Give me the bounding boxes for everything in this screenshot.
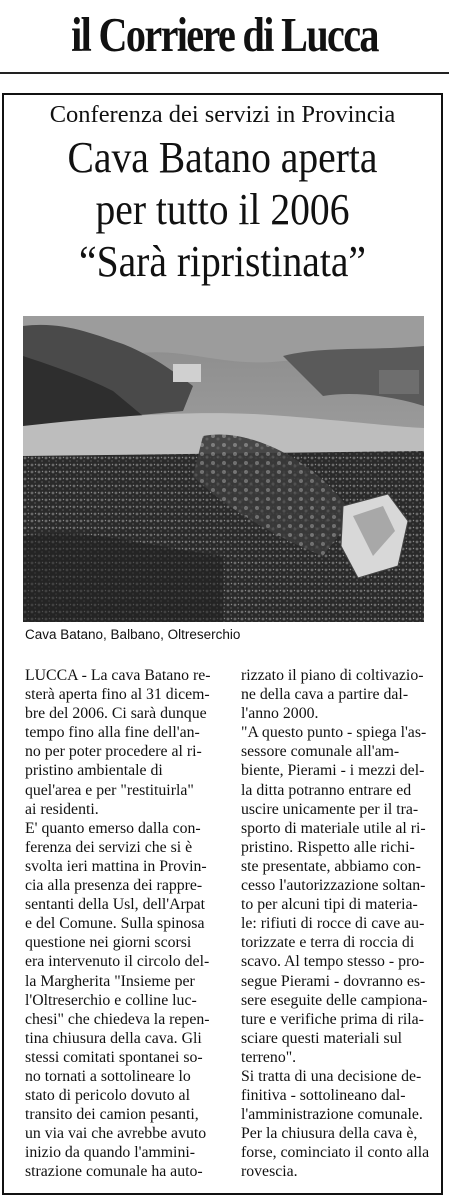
text-line: uscire unicamente per il tra-: [241, 800, 419, 818]
text-line: la ditta potranno entrare ed: [241, 781, 412, 799]
quarry-photo: [23, 316, 424, 622]
newspaper-title: il Corriere di Lucca: [71, 7, 378, 62]
text-line: Si tratta di una decisione de-: [241, 1067, 422, 1085]
text-line: l'anno 2000.: [241, 705, 319, 723]
text-line: ferenza dei servizi che si è: [25, 838, 193, 856]
text-line: transito dei camion pesanti,: [25, 1106, 199, 1124]
text-line: sciare questi materiali sul: [241, 1029, 402, 1047]
text-line: to per alcuni tipi di materia-: [241, 896, 418, 914]
text-line: un via vai che avrebbe avuto: [25, 1125, 207, 1143]
text-line: stato di pericolo dovuto al: [25, 1087, 190, 1105]
text-line: chesi" che chiedeva la repen-: [25, 1010, 210, 1028]
text-line: svolta ieri mattina in Provin-: [25, 857, 207, 875]
text-line: e del Comune. Sulla spinosa: [25, 915, 205, 933]
text-line: segue Pierami - dovranno es-: [241, 972, 426, 990]
text-line: le: rifiuti di rocce di cave au-: [241, 915, 425, 933]
text-line: torizzate e terra di roccia di: [241, 934, 415, 952]
text-line: quel'area e per "restituirla": [25, 781, 194, 799]
text-line: stessi comitati spontanei so-: [25, 1048, 203, 1066]
text-line: sere eseguite delle campiona-: [241, 991, 428, 1009]
text-line: scavo. Al tempo stesso - pro-: [241, 953, 425, 971]
text-line: strazione comunale ha auto-: [25, 1163, 203, 1181]
text-line: ste presentate, abbiamo con-: [241, 857, 421, 875]
text-line: cia alla presenza dei rappre-: [25, 877, 203, 895]
text-line: sessore comunale all'am-: [241, 743, 400, 761]
masthead-rule: [0, 72, 449, 74]
text-line: terreno".: [241, 1048, 297, 1066]
photo-caption: Cava Batano, Balbano, Oltreserchio: [25, 627, 241, 642]
text-line: finitiva - sottolineano dal-: [241, 1087, 406, 1105]
headline-line: Cava Batano aperta: [67, 133, 378, 182]
text-line: sterà aperta fino al 31 dicem-: [25, 686, 210, 704]
headline-line: per tutto il 2006: [95, 185, 350, 234]
text-line: tina chiusura della cava. Gli: [25, 1029, 202, 1047]
text-line: tempo fino alla fine dell'an-: [25, 724, 200, 742]
text-line: pristino. Rispetto alle richi-: [241, 838, 415, 856]
text-line: forse, cominciato il conto alla: [241, 1144, 430, 1162]
text-line: la Margherita "Insieme per: [25, 972, 195, 990]
text-line: rovescia.: [241, 1163, 298, 1181]
text-line: ture e verifiche prima di rila-: [241, 1010, 424, 1028]
text-line: cesso l'autorizzazione soltan-: [241, 877, 426, 895]
text-line: Per la chiusura della cava è,: [241, 1125, 418, 1143]
text-line: no tornati a sottolineare lo: [25, 1067, 191, 1085]
article-column-2: [241, 666, 432, 1182]
text-line: l'Oltreserchio e colline luc-: [25, 991, 197, 1009]
text-line: rizzato il piano di coltivazio-: [241, 667, 424, 684]
text-line: pristino ambientale di: [25, 762, 163, 780]
text-line: biente, Pierami - i mezzi del-: [241, 762, 425, 780]
text-line: era intervenuto il circolo del-: [25, 953, 210, 971]
text-line: l'amministrazione comunale.: [241, 1106, 423, 1124]
text-line: "A questo punto - spiega l'as-: [241, 724, 427, 742]
article-kicker: Conferenza dei servizi in Provincia: [49, 101, 396, 128]
headline-line: “Sarà ripristinata”: [79, 237, 366, 286]
text-line: sporto di materiale utile al ri-: [241, 819, 426, 837]
text-line: bre del 2006. Ci sarà dunque: [25, 705, 207, 723]
text-line: LUCCA - La cava Batano re-: [25, 667, 211, 684]
text-line: E' quanto emerso dalla con-: [25, 819, 201, 837]
article-headline: [24, 132, 421, 288]
text-line: questione nei giorni scorsi: [25, 934, 192, 952]
text-line: no per poter procedere al ri-: [25, 743, 202, 761]
masthead: [0, 0, 449, 76]
article-column-1: [25, 666, 216, 1182]
text-line: sentanti della Usl, dell'Arpat: [25, 896, 206, 914]
text-line: ne della cava a partire dal-: [241, 686, 409, 704]
text-line: inizio da quando l'ammini-: [25, 1144, 195, 1162]
text-line: ai residenti.: [25, 800, 99, 818]
